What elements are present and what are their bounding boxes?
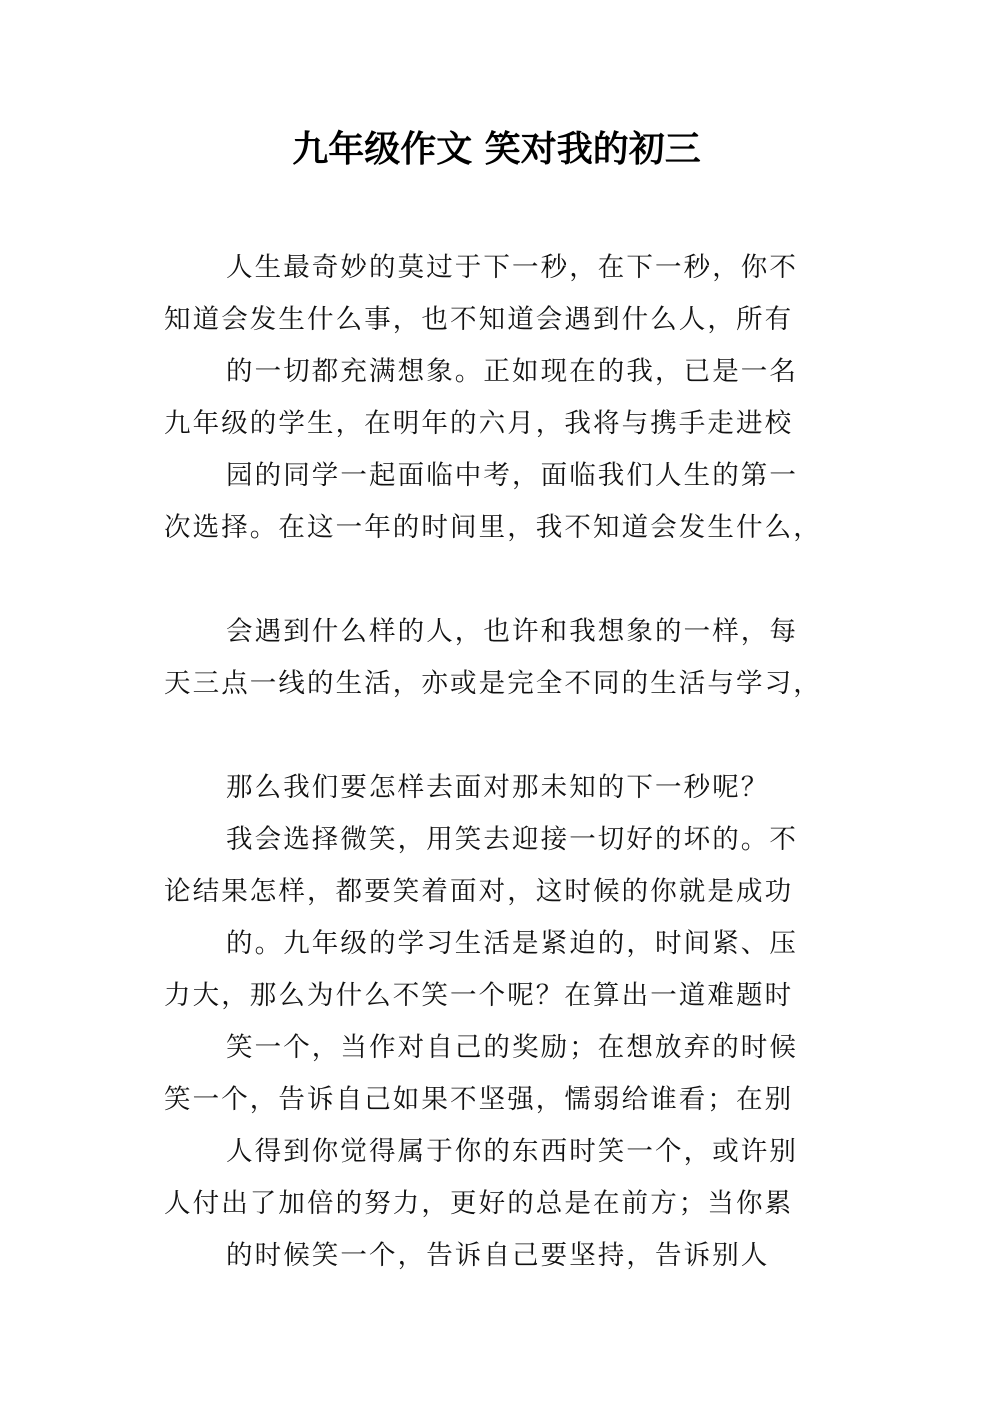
text-line: 人得到你觉得属于你的东西时笑一个，或许别 — [226, 1136, 798, 1167]
text-line: 人生最奇妙的莫过于下一秒，在下一秒，你不 — [226, 252, 798, 283]
text-line: 会遇到什么样的人，也许和我想象的一样，每 — [226, 616, 798, 647]
text-line: 笑一个，告诉自己如果不坚强，懦弱给谁看；在别 — [164, 1084, 794, 1115]
text-line: 的一切都充满想象。正如现在的我，已是一名 — [226, 356, 798, 387]
text-line: 论结果怎样，都要笑着面对，这时候的你就是成功 — [164, 876, 794, 907]
text-line: 笑一个，当作对自己的奖励；在想放弃的时候 — [226, 1032, 798, 1063]
text-line: 九年级的学生，在明年的六月，我将与携手走进校 — [164, 408, 794, 439]
text-line: 人付出了加倍的努力，更好的总是在前方；当你累 — [164, 1188, 794, 1219]
page-title: 九年级作文 笑对我的初三 — [292, 129, 701, 170]
text-line: 的。九年级的学习生活是紧迫的，时间紧、压 — [226, 928, 798, 959]
text-line: 那么我们要怎样去面对那未知的下一秒呢？ — [226, 772, 770, 803]
text-line: 园的同学一起面临中考，面临我们人生的第一 — [226, 460, 798, 491]
text-line: 次选择。在这一年的时间里，我不知道会发生什么， — [164, 512, 822, 543]
text-line: 知道会发生什么事，也不知道会遇到什么人，所有 — [164, 304, 794, 335]
text-line: 力大，那么为什么不笑一个呢？在算出一道难题时 — [164, 980, 794, 1011]
text-line: 天三点一线的生活，亦或是完全不同的生活与学习， — [164, 668, 822, 699]
text-line: 的时候笑一个，告诉自己要坚持，告诉别人 — [226, 1240, 770, 1271]
text-line: 我会选择微笑，用笑去迎接一切好的坏的。不 — [226, 824, 798, 855]
